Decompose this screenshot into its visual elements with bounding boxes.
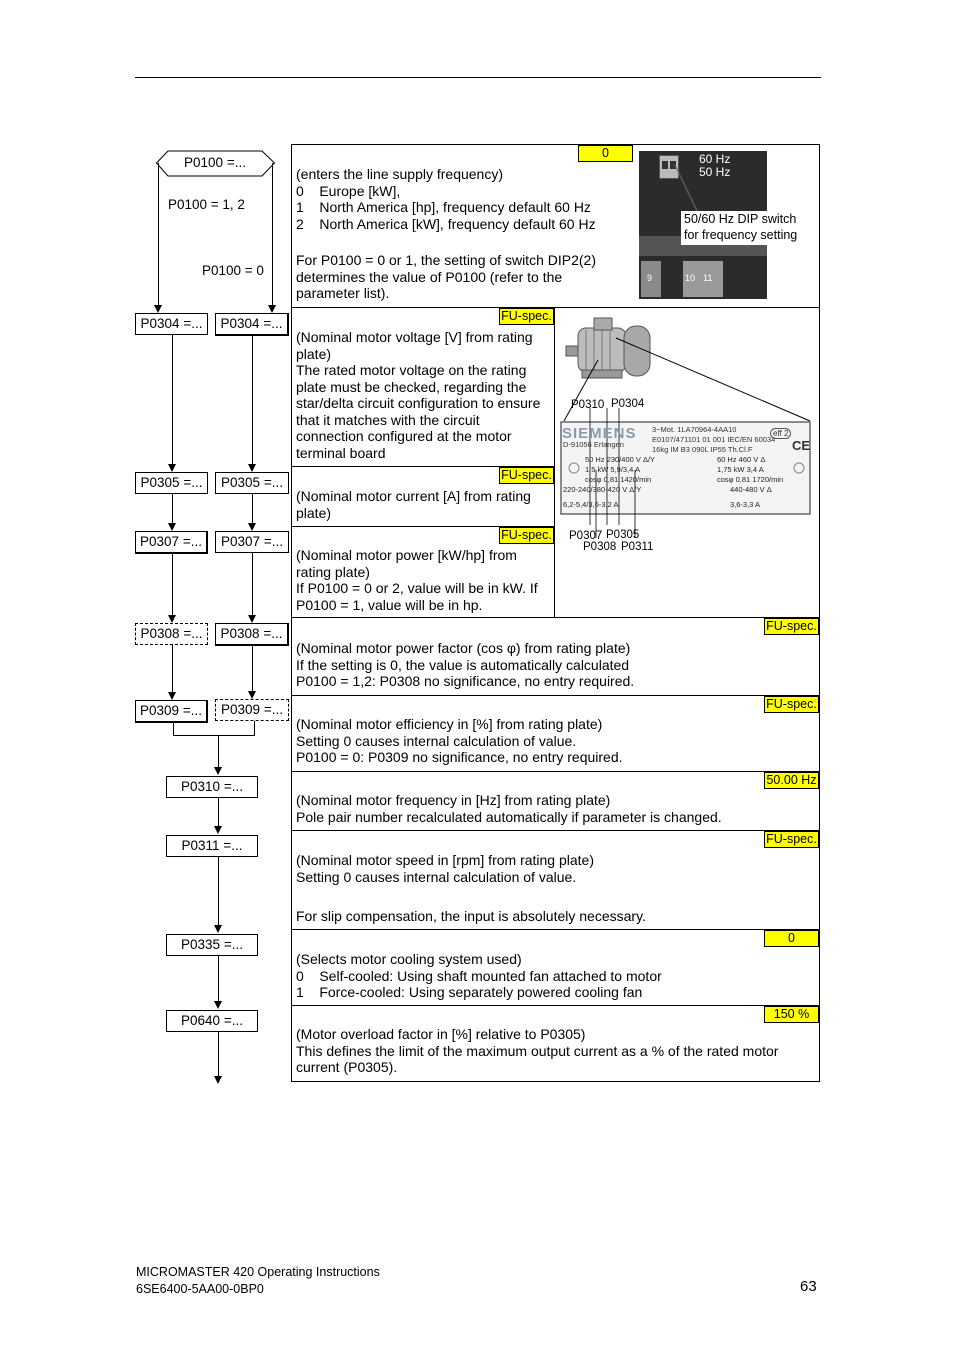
desc-line: 0 Self-cooled: Using shaft mounted fan attached to motor [296, 967, 662, 984]
desc-line: (Nominal motor speed in [rpm] from rating plate) [296, 852, 594, 868]
arrow [268, 305, 276, 313]
motor-icon [566, 318, 650, 378]
desc-line: (Nominal motor efficiency in [%] from rating plate) [296, 716, 603, 732]
flow-box-p0308-left: P0308 =... [135, 623, 208, 645]
flow-line [172, 494, 173, 524]
desc-p0309 [296, 716, 623, 766]
arrow [154, 305, 162, 313]
flow-box-p0307-right: P0307 =... [215, 531, 289, 553]
callout-p0308: P0308 [583, 541, 617, 553]
desc-line: (Selects motor cooling system used) [296, 951, 522, 967]
plate-line: 1,75 kW 3,4 A [717, 465, 764, 474]
desc-p0310 [296, 792, 722, 825]
arrow [248, 691, 256, 699]
flow-line [252, 336, 253, 465]
desc-line: (Nominal motor voltage [V] from rating [296, 329, 533, 345]
desc-line: (Nominal motor frequency in [Hz] from rating plate) [296, 792, 611, 808]
plate-50hz-data [585, 455, 655, 485]
flow-line [218, 798, 219, 827]
callout-p0311: P0311 [621, 541, 654, 553]
plate-city: D-91056 Erlangen [563, 440, 624, 449]
desc-line: P0100 = 1,2: P0308 no significance, no entry required. [296, 673, 635, 689]
default-tag-p0100: 0 [578, 145, 633, 162]
desc-line: 0 Europe [kW], [296, 182, 401, 199]
flow-line [252, 494, 253, 524]
desc-line: 1 North America [hp], frequency default 60 Hz [296, 199, 591, 215]
flow-box-p0307-left: P0307 =... [135, 531, 208, 554]
plate-line: cosφ 0,81 1720/min [717, 475, 784, 484]
plate-current-60: 3,6-3,3 A [730, 500, 761, 509]
arrow [168, 692, 176, 700]
flow-box-p0305-right: P0305 =... [215, 472, 289, 494]
callout-p0307: P0307 [569, 530, 603, 542]
arrow [248, 523, 256, 531]
flow-line [172, 335, 173, 465]
desc-line: (Nominal motor power [kW/hp] from [296, 547, 517, 563]
flow-line [172, 645, 173, 693]
desc-line: (Nominal motor power factor (cos φ) from rating plate) [296, 640, 631, 656]
flow-box-p0310: P0310 =... [166, 776, 258, 798]
desc-p0100 [296, 166, 596, 302]
callout-p0304: P0304 [611, 398, 645, 410]
desc-line: For P0100 = 0 or 1, the setting of switch DIP2(2) [296, 252, 596, 268]
merge-line [173, 735, 255, 736]
desc-p0308 [296, 640, 634, 690]
dip-caption-line: for frequency setting [684, 228, 798, 242]
flow-box-p0305-left: P0305 =... [135, 472, 208, 494]
plate-voltage-range: 220-240/380-420 V Δ/Y [563, 485, 642, 494]
branch-label-0: P0100 = 0 [202, 263, 264, 278]
default-tag-p0640: 150 % [764, 1006, 819, 1023]
start-label: P0100 =... [184, 155, 246, 170]
default-tag-p0308: FU-spec. [764, 618, 819, 635]
plate-ce-mark: CE [792, 438, 811, 453]
desc-line: P0100 = 0: P0309 no significance, no entry required. [296, 749, 623, 765]
plate-line: 1,5 kW 5,9/3,4 A [585, 465, 641, 474]
plate-header [652, 425, 775, 455]
desc-line: The rated motor voltage on the rating [296, 362, 527, 378]
default-tag-p0310: 50.00 Hz [764, 772, 819, 789]
desc-line: Pole pair number recalculated automatically if parameter is changed. [296, 808, 722, 825]
plate-line: 50 Hz 230/400 V Δ/Y [585, 455, 656, 464]
arrow [168, 523, 176, 531]
terminal-10: 10 [685, 273, 696, 283]
branch-line-right [272, 163, 273, 311]
desc-line: This defines the limit of the maximum output current as a % of the rated motor [296, 1042, 779, 1059]
flow-box-p0309-right: P0309 =... [215, 699, 289, 721]
desc-p0311 [296, 852, 646, 925]
desc-line: P0100 = 1, value will be in hp. [296, 596, 483, 613]
desc-p0305 [296, 488, 531, 521]
arrow [248, 464, 256, 472]
plate-line: 3~Mot. 1LA70964-4AA10 [652, 425, 737, 434]
default-tag-p0311: FU-spec. [764, 831, 819, 848]
arrow [248, 615, 256, 623]
flow-box-p0304-right: P0304 =... [215, 313, 289, 336]
desc-line: 1 Force-cooled: Using separately powered cooling fan [296, 984, 643, 1000]
dip-label-60: 60 Hz [699, 152, 731, 166]
plate-line: cosφ 0,81 1420/min [585, 475, 652, 484]
flow-line [252, 553, 253, 616]
terminal-9: 9 [647, 273, 653, 283]
arrow [214, 826, 222, 834]
branch-label-12: P0100 = 1, 2 [168, 197, 245, 212]
flow-line [218, 1032, 219, 1077]
callout-p0305: P0305 [606, 529, 640, 541]
flow-line [252, 646, 253, 692]
desc-line: (enters the line supply frequency) [296, 166, 503, 182]
plate-line: 16kg IM B3 090L IP55 Th.Cl.F [652, 445, 753, 454]
desc-line: plate must be checked, regarding the [296, 378, 527, 395]
desc-line: determines the value of P0100 (refer to the [296, 268, 563, 285]
desc-p0304 [296, 329, 540, 461]
desc-line: current (P0305). [296, 1059, 398, 1075]
plate-current-range: 6,2-5,4/3,6-3,2 A [563, 500, 619, 509]
flow-line [218, 857, 219, 926]
default-tag-p0305: FU-spec. [499, 467, 554, 484]
branch-line-left [158, 163, 159, 311]
callout-p0310: P0310 [571, 399, 605, 411]
desc-p0640 [296, 1026, 778, 1076]
desc-p0307 [296, 547, 538, 613]
desc-line: Setting 0 causes internal calculation of value. [296, 868, 577, 885]
terminal-11: 11 [703, 273, 713, 283]
flow-box-p0308-right: P0308 =... [215, 623, 289, 646]
desc-line: (Nominal motor current [A] from rating [296, 488, 531, 504]
desc-line: 2 North America [kW], frequency default 60 Hz [296, 215, 596, 232]
flow-box-p0311: P0311 =... [166, 835, 258, 857]
desc-line: (Motor overload factor in [%] relative to P0305) [296, 1026, 586, 1042]
dip-caption-line: 50/60 Hz DIP switch [684, 212, 797, 226]
desc-line: connection configured at the motor [296, 428, 512, 444]
desc-line [296, 232, 596, 252]
flow-box-p0309-left: P0309 =... [135, 700, 208, 723]
merge-line [173, 723, 174, 735]
desc-line: Setting 0 causes internal calculation of value. [296, 732, 577, 749]
desc-line: For slip compensation, the input is absolutely necessary. [296, 908, 646, 924]
flow-line [172, 554, 173, 616]
flow-line [218, 735, 219, 768]
arrow [214, 767, 222, 775]
desc-line: parameter list). [296, 285, 390, 301]
plate-line: 60 Hz 460 V Δ [717, 455, 766, 464]
arrow [168, 615, 176, 623]
desc-line [296, 885, 646, 893]
dip-caption [681, 211, 803, 245]
footer-order-number: 6SE6400-5AA00-0BP0 [136, 1282, 264, 1296]
default-tag-p0335: 0 [764, 930, 819, 947]
default-tag-p0309: FU-spec. [764, 696, 819, 713]
default-tag-p0307: FU-spec. [499, 527, 554, 544]
arrow [214, 1001, 222, 1009]
arrow [214, 925, 222, 933]
dip-label-50: 50 Hz [699, 165, 731, 179]
desc-line: If the setting is 0, the value is automatically calculated [296, 656, 630, 673]
desc-line: plate) [296, 504, 332, 521]
plate-brand: SIEMENS [562, 425, 637, 442]
plate-voltage-60: 440-480 V Δ [730, 485, 772, 494]
plate-eff-badge: eff 2 [770, 428, 791, 439]
desc-line: plate) [296, 345, 332, 362]
flow-box-p0335: P0335 =... [166, 934, 258, 956]
page-number: 63 [800, 1278, 817, 1295]
desc-line: that it matches with the circuit [296, 411, 480, 428]
desc-line: rating plate) [296, 563, 370, 580]
desc-p0335 [296, 951, 662, 1001]
flow-box-p0640: P0640 =... [166, 1010, 258, 1032]
desc-line: If P0100 = 0 or 2, value will be in kW. If [296, 580, 538, 596]
arrow [168, 464, 176, 472]
default-tag-p0304: FU-spec. [499, 308, 554, 325]
plate-line: E0107/471101 01 001 IEC/EN 60034 [652, 435, 776, 444]
plate-60hz-data [717, 455, 783, 485]
desc-line: star/delta circuit configuration to ensure [296, 395, 541, 411]
merge-line [254, 721, 255, 735]
footer-product: MICROMASTER 420 Operating Instructions [136, 1265, 380, 1279]
flow-box-p0304-left: P0304 =... [135, 313, 208, 335]
desc-line [296, 893, 646, 908]
desc-line: terminal board [296, 444, 386, 461]
arrow [214, 1076, 222, 1084]
flow-line [218, 956, 219, 1002]
header-rule [135, 77, 821, 78]
